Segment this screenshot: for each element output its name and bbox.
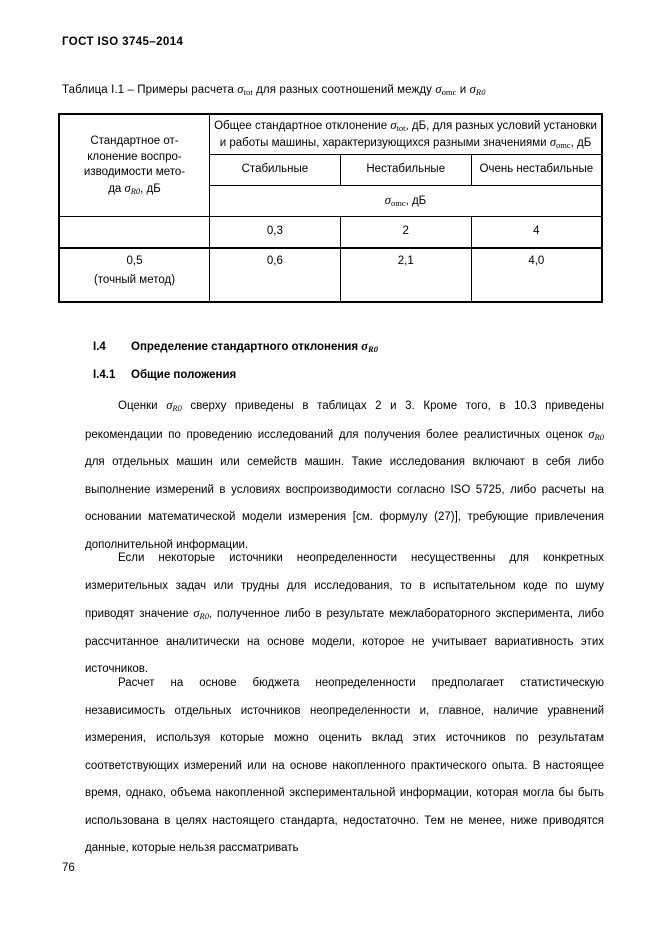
p1-segment-2: сверху приведены в таблицах 2 и 3. Кроме того, в 10.3 приведены рекомендации по проведению исследований для получения более реалистичных оценок [85, 400, 604, 441]
table-cell-sigma-value-unstable: 2 [340, 217, 471, 249]
section-number-i41: I.4.1 [93, 369, 116, 381]
paragraph-uncertainty-budget [85, 670, 604, 863]
r0-value: 0,5 [126, 255, 143, 267]
sigma-omc-symbol: $\sigma_{omc}$ [435, 82, 457, 97]
p2-segment-2: , полученное либо в результате межлабораторного эксперимента, либо рассчитанное аналитически на основе модели, которое не учитывает вариативность этих источников. [85, 608, 604, 675]
table-i1 [58, 113, 603, 303]
section-number-i4: I.4 [93, 341, 106, 353]
table-header-row-sigma-values [59, 217, 602, 249]
paragraph-noise-test-code [85, 545, 604, 684]
sigma-r0-symbol: $\sigma_{R0}$ [193, 606, 209, 621]
sigma-omc-symbol: $\sigma_{omc}$ [549, 134, 571, 150]
paragraph-estimates [85, 392, 604, 559]
table-header-cell-very-unstable: Очень нестабильные [471, 155, 602, 186]
document-header-standard-number: ГОСТ ISO 3745–2014 [62, 36, 184, 48]
table-caption-prefix: Таблица I.1 – Примеры расчета [62, 84, 238, 96]
p1-segment-3: для отдельных машин или семейств машин. Такие исследования включают в себя либо выполнение измерений в условиях воспроизводимости согласно ISO 5725, либо расчеты на основании математической модели измерения [см. формулу (27)], требующие привлечения дополнительной информации. [85, 456, 604, 551]
sigma-r0-symbol: $\sigma_{R0}$ [469, 82, 486, 97]
table-cell-total-very-unstable: 4,0 [471, 248, 602, 302]
sigma-r0-symbol: $\sigma_{R0}$ [588, 426, 604, 442]
span-header-middle: , дБ, для разных условий установки и работы машины, характеризующихся разными значениями [219, 120, 597, 149]
table-header-cell-stable: Стабильные [210, 155, 341, 186]
span-header-after: , дБ [570, 136, 592, 149]
table-i1-wrapper [58, 113, 603, 303]
section-title-i4: Определение стандартного отклонения [131, 341, 362, 353]
section-title-i41: Общие положения [131, 369, 237, 381]
table-cell-sigma-value-very-unstable: 4 [471, 217, 602, 249]
paragraph-text [85, 392, 604, 559]
section-heading-i41 [93, 369, 236, 381]
sigma-r0-symbol: $\sigma_{R0}$ [361, 339, 378, 354]
table-caption-middle: для разных соотношений между [252, 84, 436, 96]
col1-line-4: да $\sigma_{R0}$, дБ [108, 180, 161, 196]
page-number: 76 [62, 862, 75, 874]
table-header-row-main [59, 114, 602, 155]
sigma-tot-symbol: $\sigma_{tot}$ [237, 82, 253, 97]
sigma-omc-symbol: $\sigma_{omc}$ [384, 192, 406, 208]
table-cell-total-unstable: 2,1 [340, 248, 471, 302]
col1-line-1: Стандартное от- [90, 135, 179, 147]
table-caption-conjunction: и [456, 84, 470, 96]
table-cell-sigma-value-stable: 0,3 [210, 217, 341, 249]
table-header-cell-unstable: Нестабильные [340, 155, 471, 186]
span-header-before: Общее стандартное отклонение [214, 120, 391, 132]
table-header-cell-empty-col1 [59, 217, 210, 249]
table-header-cell-sigma-omc-unit [210, 186, 603, 217]
section-heading-i4 [93, 339, 378, 354]
table-row [59, 248, 602, 302]
table-cell-r0-value [59, 248, 210, 302]
sigma-unit-suffix: , дБ [405, 194, 427, 207]
table-header-cell-reproducibility [59, 114, 210, 217]
table-caption [62, 82, 611, 98]
col1-line-3: изводимости мето- [83, 166, 186, 178]
sigma-r0-symbol: $\sigma_{R0}$ [166, 398, 182, 413]
table-cell-total-stable: 0,6 [210, 248, 341, 302]
table-header-cell-total-deviation [210, 114, 603, 155]
r0-method-note: (точный метод) [93, 273, 176, 286]
sigma-tot-symbol: $\sigma_{tot}$ [390, 118, 406, 133]
paragraph-text: Расчет на основе бюджета неопределенности предполагает статистическую независимость отдельных источников неопределенности и, главное, наличие уравнений измерения, используя которые можно оценить вклад этих источников по результатам соответствующих измерений или на основе накопленного практического опыта. В настоящее время, однако, объема накопленной экспериментальной информации, которая могла бы быть использована в целях настоящего стандарта, недостаточно. Тем не менее, ниже приводятся данные, которые нельзя рассматривать [85, 677, 604, 854]
p1-segment-1: Оценки [118, 400, 167, 412]
sigma-r0-symbol: $\sigma_{R0}$ [124, 180, 141, 196]
paragraph-text [85, 545, 604, 684]
col1-line-2: клонение воспро- [87, 150, 182, 163]
p2-segment-1: Если некоторые источники неопределенности несущественны для конкретных измерительных задач или трудны для исследования, то в испытательном коде по шуму приводят значение [85, 552, 604, 620]
